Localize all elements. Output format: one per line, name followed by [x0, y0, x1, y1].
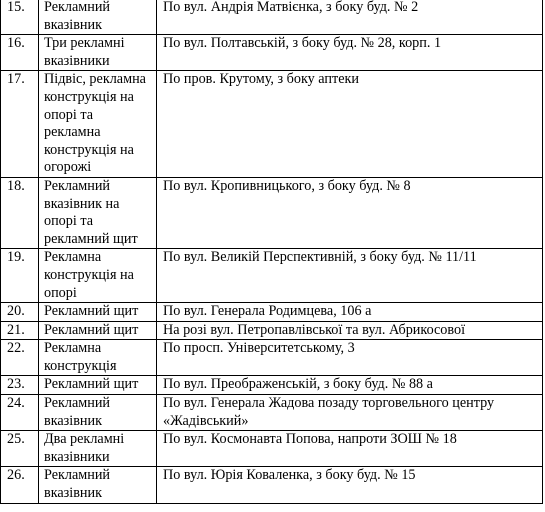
ad-type: Два рекламні вказівники — [39, 431, 157, 467]
ad-type: Рекламний вказівник — [39, 467, 157, 503]
row-number: 16. — [1, 35, 39, 71]
row-number: 24. — [1, 395, 39, 431]
row-number: 21. — [1, 321, 39, 340]
ad-type: Рекламна конструкція на опорі — [39, 249, 157, 303]
ad-address: По просп. Університетському, 3 — [157, 340, 543, 376]
ad-address: По вул. Генерала Жадова позаду торговельного центру «Жадівський» — [157, 395, 543, 431]
ad-type: Рекламний щит — [39, 376, 157, 395]
ad-address: По вул. Полтавській, з боку буд. № 28, корп. 1 — [157, 35, 543, 71]
table-row — [1, 321, 543, 340]
ad-address: На розі вул. Петропавлівської та вул. Абрикосової — [157, 321, 543, 340]
ad-type: Три рекламні вказівники — [39, 35, 157, 71]
ad-type: Рекламний щит — [39, 321, 157, 340]
row-number: 18. — [1, 177, 39, 248]
table-row — [1, 340, 543, 376]
row-number: 26. — [1, 467, 39, 503]
table-row — [1, 376, 543, 395]
row-number: 25. — [1, 431, 39, 467]
table-row — [1, 431, 543, 467]
ad-type: Рекламний вказівник — [39, 0, 157, 35]
row-number: 23. — [1, 376, 39, 395]
table-row — [1, 249, 543, 303]
ad-type: Рекламна конструкція — [39, 340, 157, 376]
table-row — [1, 0, 543, 35]
row-number: 17. — [1, 71, 39, 178]
row-number: 15. — [1, 0, 39, 35]
table-row — [1, 303, 543, 322]
table-row — [1, 467, 543, 503]
ad-type: Підвіс, рекламна конструкція на опорі та рекламна конструкція на огорожі — [39, 71, 157, 178]
table-row — [1, 395, 543, 431]
ad-type: Рекламний вказівник на опорі та рекламний щит — [39, 177, 157, 248]
row-number: 19. — [1, 249, 39, 303]
ad-address: По вул. Юрія Коваленка, з боку буд. № 15 — [157, 467, 543, 503]
row-number: 20. — [1, 303, 39, 322]
ad-address: По вул. Андрія Матвієнка, з боку буд. № 2 — [157, 0, 543, 35]
table-row — [1, 71, 543, 178]
ad-type: Рекламний вказівник — [39, 395, 157, 431]
ad-address: По вул. Генерала Родимцева, 106 а — [157, 303, 543, 322]
ad-address: По вул. Великій Перспективній, з боку буд. № 11/11 — [157, 249, 543, 303]
ad-address: По вул. Преображенській, з боку буд. № 88 а — [157, 376, 543, 395]
table-row — [1, 177, 543, 248]
ad-type: Рекламний щит — [39, 303, 157, 322]
ad-address: По вул. Космонавта Попова, напроти ЗОШ № 18 — [157, 431, 543, 467]
ad-address: По пров. Крутому, з боку аптеки — [157, 71, 543, 178]
table-row — [1, 35, 543, 71]
ad-address: По вул. Кропивницького, з боку буд. № 8 — [157, 177, 543, 248]
row-number: 22. — [1, 340, 39, 376]
